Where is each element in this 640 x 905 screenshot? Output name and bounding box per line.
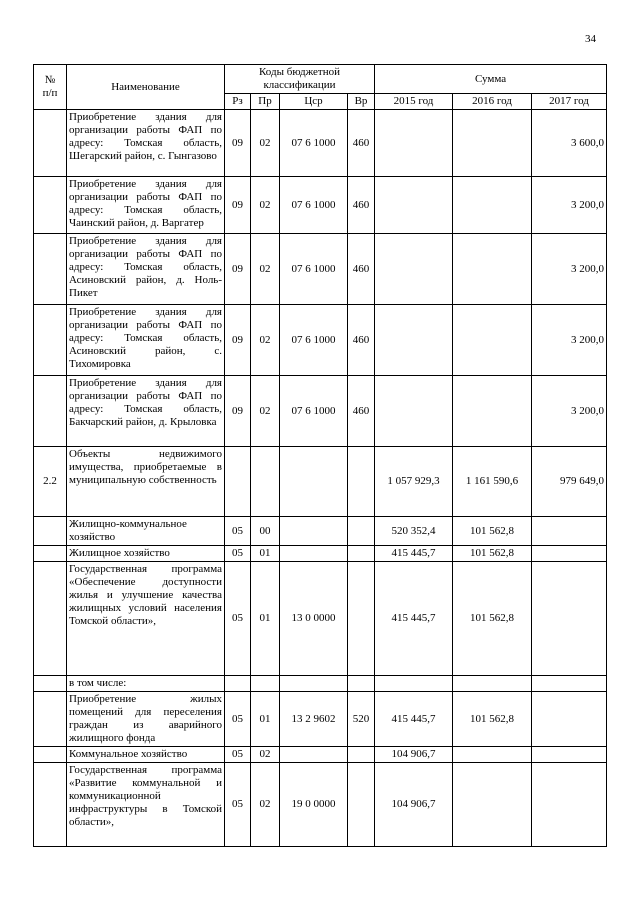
cell-csr bbox=[280, 517, 348, 546]
cell-2016 bbox=[453, 676, 532, 692]
table-row bbox=[34, 234, 607, 305]
cell-2016: 101 562,8 bbox=[453, 692, 532, 747]
cell-rz: 05 bbox=[225, 517, 251, 546]
cell-2017 bbox=[532, 763, 607, 847]
cell-2016 bbox=[453, 234, 532, 305]
table-row bbox=[34, 562, 607, 676]
cell-name: Коммунальное хозяйство bbox=[67, 747, 225, 763]
table-row bbox=[34, 305, 607, 376]
cell-vr: 460 bbox=[348, 376, 375, 447]
header-rz: Рз bbox=[225, 94, 251, 110]
cell-vr bbox=[348, 763, 375, 847]
cell-num bbox=[34, 517, 67, 546]
header-pr: Пр bbox=[251, 94, 280, 110]
cell-rz: 05 bbox=[225, 562, 251, 676]
cell-vr bbox=[348, 562, 375, 676]
cell-csr bbox=[280, 546, 348, 562]
table-row bbox=[34, 517, 607, 546]
cell-rz: 09 bbox=[225, 177, 251, 234]
table-row bbox=[34, 447, 607, 517]
header-2016: 2016 год bbox=[453, 94, 532, 110]
cell-2017: 3 200,0 bbox=[532, 234, 607, 305]
cell-pr: 02 bbox=[251, 747, 280, 763]
cell-2016 bbox=[453, 110, 532, 177]
budget-table bbox=[33, 64, 607, 847]
cell-num bbox=[34, 234, 67, 305]
cell-csr: 13 2 9602 bbox=[280, 692, 348, 747]
cell-2015 bbox=[375, 234, 453, 305]
cell-2016: 1 161 590,6 bbox=[453, 447, 532, 517]
header-num: № п/п bbox=[34, 65, 67, 110]
cell-num bbox=[34, 562, 67, 676]
cell-num bbox=[34, 676, 67, 692]
cell-2017: 3 200,0 bbox=[532, 177, 607, 234]
table-body bbox=[34, 110, 607, 847]
cell-vr bbox=[348, 546, 375, 562]
cell-vr: 460 bbox=[348, 234, 375, 305]
cell-num bbox=[34, 376, 67, 447]
table-row bbox=[34, 110, 607, 177]
cell-num bbox=[34, 177, 67, 234]
cell-rz: 05 bbox=[225, 692, 251, 747]
cell-rz: 05 bbox=[225, 546, 251, 562]
cell-name: в том числе: bbox=[67, 676, 225, 692]
cell-pr: 02 bbox=[251, 376, 280, 447]
table-row bbox=[34, 177, 607, 234]
cell-name: Жилищное хозяйство bbox=[67, 546, 225, 562]
cell-2015: 415 445,7 bbox=[375, 562, 453, 676]
cell-name: Приобретение жилых помещений для переселения граждан из аварийного жилищного фонда bbox=[67, 692, 225, 747]
cell-csr: 13 0 0000 bbox=[280, 562, 348, 676]
cell-rz: 09 bbox=[225, 110, 251, 177]
cell-name: Государственная программа «Развитие коммунальной и коммуникационной инфраструктуры в Томской области», bbox=[67, 763, 225, 847]
cell-2015: 1 057 929,3 bbox=[375, 447, 453, 517]
cell-pr: 01 bbox=[251, 562, 280, 676]
cell-vr bbox=[348, 747, 375, 763]
cell-csr bbox=[280, 747, 348, 763]
cell-vr: 460 bbox=[348, 305, 375, 376]
cell-pr: 01 bbox=[251, 692, 280, 747]
cell-csr: 07 6 1000 bbox=[280, 305, 348, 376]
page-number: 34 bbox=[585, 33, 596, 45]
cell-num: 2.2 bbox=[34, 447, 67, 517]
table-row bbox=[34, 546, 607, 562]
cell-2017 bbox=[532, 676, 607, 692]
cell-2016 bbox=[453, 376, 532, 447]
cell-csr: 07 6 1000 bbox=[280, 234, 348, 305]
cell-pr bbox=[251, 676, 280, 692]
cell-rz bbox=[225, 676, 251, 692]
table-row bbox=[34, 376, 607, 447]
cell-name: Приобретение здания для организации работы ФАП по адресу: Томская область, Асиновский район, д. Ноль-Пикет bbox=[67, 234, 225, 305]
cell-2015: 415 445,7 bbox=[375, 692, 453, 747]
cell-rz: 09 bbox=[225, 376, 251, 447]
cell-name: Приобретение здания для организации работы ФАП по адресу: Томская область, Асиновский район, с. Тихомировка bbox=[67, 305, 225, 376]
cell-pr: 02 bbox=[251, 177, 280, 234]
header-vr: Вр bbox=[348, 94, 375, 110]
cell-name: Приобретение здания для организации работы ФАП по адресу: Томская область, Шегарский район, с. Гынгазово bbox=[67, 110, 225, 177]
cell-2015: 104 906,7 bbox=[375, 763, 453, 847]
cell-2017 bbox=[532, 692, 607, 747]
cell-vr: 460 bbox=[348, 177, 375, 234]
header-name: Наименование bbox=[67, 65, 225, 110]
cell-2015 bbox=[375, 376, 453, 447]
cell-2017 bbox=[532, 546, 607, 562]
cell-rz: 09 bbox=[225, 305, 251, 376]
cell-name: Объекты недвижимого имущества, приобретаемые в муниципальную собственность bbox=[67, 447, 225, 517]
header-2015: 2015 год bbox=[375, 94, 453, 110]
cell-2016: 101 562,8 bbox=[453, 562, 532, 676]
cell-2016: 101 562,8 bbox=[453, 517, 532, 546]
cell-name: Государственная программа «Обеспечение доступности жилья и улучшение качества жилищных условий населения Томской области», bbox=[67, 562, 225, 676]
cell-vr bbox=[348, 517, 375, 546]
cell-csr: 07 6 1000 bbox=[280, 177, 348, 234]
cell-rz: 09 bbox=[225, 234, 251, 305]
cell-csr bbox=[280, 676, 348, 692]
table-row bbox=[34, 692, 607, 747]
cell-num bbox=[34, 747, 67, 763]
cell-csr: 07 6 1000 bbox=[280, 376, 348, 447]
cell-vr: 520 bbox=[348, 692, 375, 747]
cell-pr: 02 bbox=[251, 234, 280, 305]
cell-num bbox=[34, 305, 67, 376]
cell-2015 bbox=[375, 676, 453, 692]
cell-name: Жилищно-коммунальное хозяйство bbox=[67, 517, 225, 546]
cell-2015 bbox=[375, 177, 453, 234]
table-row bbox=[34, 763, 607, 847]
cell-num bbox=[34, 763, 67, 847]
cell-2015: 520 352,4 bbox=[375, 517, 453, 546]
cell-pr: 00 bbox=[251, 517, 280, 546]
cell-num bbox=[34, 692, 67, 747]
cell-vr: 460 bbox=[348, 110, 375, 177]
header-codes: Коды бюджетной классификации bbox=[225, 65, 375, 94]
cell-2015: 415 445,7 bbox=[375, 546, 453, 562]
cell-2017 bbox=[532, 517, 607, 546]
cell-num bbox=[34, 546, 67, 562]
cell-2017: 979 649,0 bbox=[532, 447, 607, 517]
header-sum: Сумма bbox=[375, 65, 607, 94]
cell-pr: 02 bbox=[251, 110, 280, 177]
cell-pr: 02 bbox=[251, 763, 280, 847]
cell-csr: 07 6 1000 bbox=[280, 110, 348, 177]
cell-2016 bbox=[453, 763, 532, 847]
cell-pr: 02 bbox=[251, 305, 280, 376]
table-row bbox=[34, 676, 607, 692]
header-csr: Цср bbox=[280, 94, 348, 110]
cell-rz: 05 bbox=[225, 747, 251, 763]
cell-2016: 101 562,8 bbox=[453, 546, 532, 562]
cell-2017: 3 600,0 bbox=[532, 110, 607, 177]
cell-rz: 05 bbox=[225, 763, 251, 847]
cell-name: Приобретение здания для организации работы ФАП по адресу: Томская область, Чаинский район, д. Варгатер bbox=[67, 177, 225, 234]
cell-2015 bbox=[375, 110, 453, 177]
cell-2016 bbox=[453, 747, 532, 763]
cell-num bbox=[34, 110, 67, 177]
cell-2015 bbox=[375, 305, 453, 376]
cell-vr bbox=[348, 676, 375, 692]
cell-2017 bbox=[532, 747, 607, 763]
cell-2016 bbox=[453, 305, 532, 376]
cell-csr: 19 0 0000 bbox=[280, 763, 348, 847]
cell-vr bbox=[348, 447, 375, 517]
cell-csr bbox=[280, 447, 348, 517]
cell-rz bbox=[225, 447, 251, 517]
cell-name: Приобретение здания для организации работы ФАП по адресу: Томская область, Бакчарский район, д. Крыловка bbox=[67, 376, 225, 447]
header-2017: 2017 год bbox=[532, 94, 607, 110]
cell-2017: 3 200,0 bbox=[532, 305, 607, 376]
cell-2016 bbox=[453, 177, 532, 234]
table-row bbox=[34, 747, 607, 763]
cell-pr: 01 bbox=[251, 546, 280, 562]
cell-pr bbox=[251, 447, 280, 517]
cell-2015: 104 906,7 bbox=[375, 747, 453, 763]
cell-2017 bbox=[532, 562, 607, 676]
cell-2017: 3 200,0 bbox=[532, 376, 607, 447]
